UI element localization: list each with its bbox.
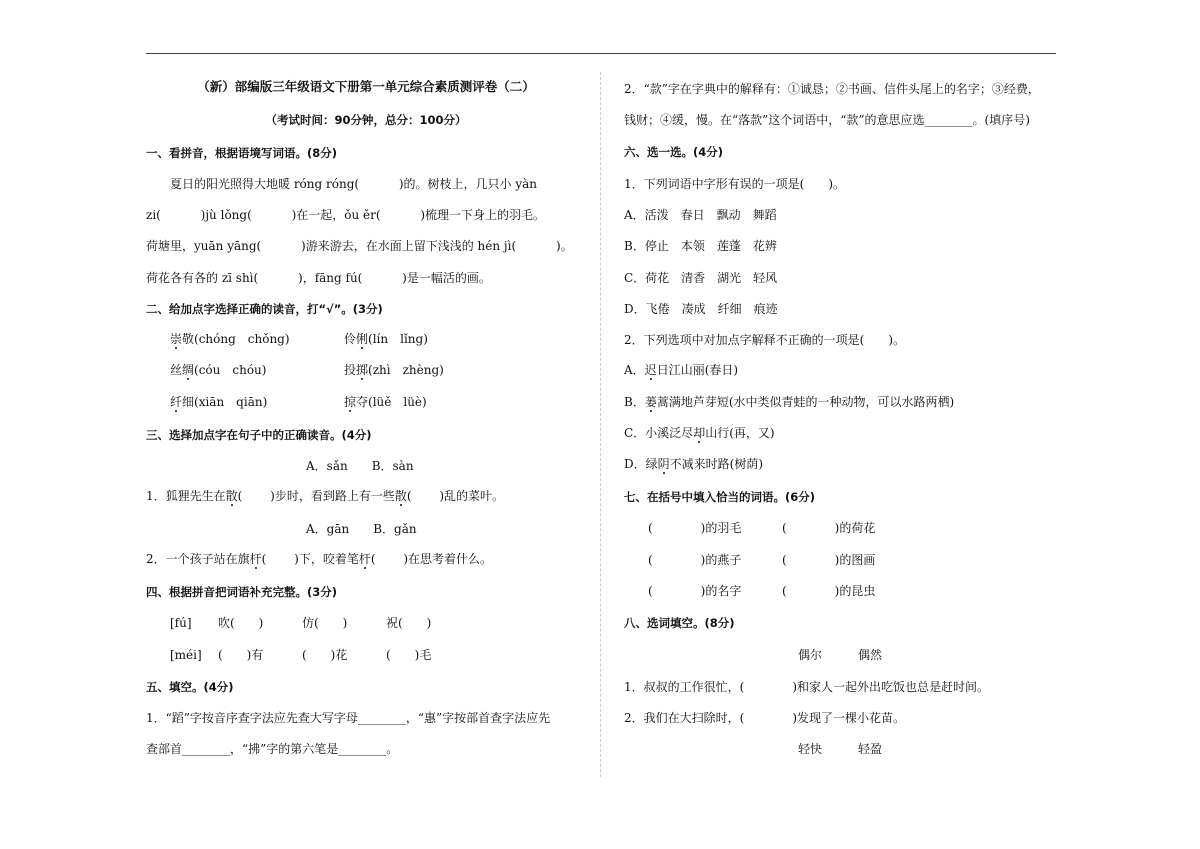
- q2-heading: 二、给加点字选择正确的读音，打“√”。(3分): [146, 302, 383, 316]
- q6-heading: 六、选一选。(4分): [624, 145, 724, 159]
- q4-pinyin: [méi]: [170, 648, 202, 662]
- q8-word-choices: 轻快 轻盈: [798, 742, 883, 756]
- q1-line: 荷花各有各的 zī shì( )，fāng fú( )是一幅活的画。: [146, 271, 491, 285]
- q6-option: A．迟日江山丽(春日): [624, 363, 739, 377]
- q8-heading: 八、选词填空。(8分): [624, 616, 735, 630]
- q6-option: B．停止 本领 莲蓬 花辨: [624, 239, 777, 253]
- q4-blank: 祝( ): [386, 616, 432, 630]
- q5-heading: 五、填空。(4分): [146, 680, 234, 694]
- q7-blank: ( )的荷花: [782, 521, 876, 535]
- q5-line: 钱财；④缓，慢。在“落款”这个词语中，“款”的意思应选________。(填序号): [624, 113, 1030, 127]
- q4-blank: 吹( ): [218, 616, 264, 630]
- q5-line: 1．“蹈”字按音序查字法应先查大写字母________，“惠”字按部首查字法应先: [146, 711, 551, 725]
- q8-word-choices: 偶尔 偶然: [798, 648, 883, 662]
- q8-sentence: 1．叔叔的工作很忙，( )和家人一起外出吃饭也总是赶时间。: [624, 680, 990, 694]
- page-title: （新）部编版三年级语文下册第一单元综合素质测评卷（二）: [197, 79, 535, 94]
- q7-blank: ( )的名字: [648, 584, 742, 598]
- q1-line: zi( )jù lǒng( )在一起，ǒu ěr( )梳理一下身上的羽毛。: [146, 208, 546, 222]
- q6-option: D．飞倦 凑成 纤细 痕迹: [624, 302, 778, 316]
- q6-option: C．荷花 清香 湖光 轻风: [624, 271, 778, 285]
- q2-item: 掠夺(lüě lüè): [344, 395, 427, 409]
- q3-options: A．sǎn B．sàn: [306, 459, 414, 473]
- q7-blank: ( )的燕子: [648, 553, 742, 567]
- q2-item: 伶俐(lín lǐng): [344, 332, 428, 346]
- q3-sentence: 2．一个孩子站在旗杆( )下，咬着笔杆( )在思考着什么。: [146, 552, 493, 566]
- q2-item: 丝绸(cóu chóu): [170, 363, 267, 377]
- q2-item: 纤细(xiān qiān): [170, 395, 268, 409]
- q1-line: 荷塘里，yuān yāng( )游来游去，在水面上留下浅浅的 hén jì( )。: [146, 239, 573, 253]
- q6-question: 2．下列选项中对加点字解释不正确的一项是( )。: [624, 333, 906, 347]
- q5-line: 2．“款”字在字典中的解释有：①诚恳；②书画、信件头尾上的名字；③经费，: [624, 82, 1040, 96]
- q6-option: C．小溪泛尽却山行(再，又): [624, 426, 775, 440]
- q6-option: B．蒌蒿满地芦芽短(水中类似青蛙的一种动物，可以水路两栖): [624, 395, 955, 409]
- q1-line: 夏日的阳光照得大地暖 róng róng( )的。树枝上，几只小 yàn: [170, 177, 538, 191]
- q3-heading: 三、选择加点字在句子中的正确读音。(4分): [146, 428, 372, 442]
- exam-info: （考试时间：90分钟，总分：100分）: [265, 113, 467, 127]
- top-rule: [146, 53, 1056, 54]
- q7-blank: ( )的昆虫: [782, 584, 876, 598]
- q1-heading: 一、看拼音，根据语境写词语。(8分): [146, 146, 338, 160]
- q4-heading: 四、根据拼音把词语补充完整。(3分): [146, 585, 338, 599]
- q5-line: 查部首________，“拂”字的第六笔是________。: [146, 742, 399, 756]
- column-divider: [600, 72, 601, 777]
- q4-blank: ( )有: [218, 648, 264, 662]
- q6-question: 1．下列词语中字形有误的一项是( )。: [624, 177, 845, 191]
- q7-blank: ( )的图画: [782, 553, 876, 567]
- q4-pinyin: [fú]: [170, 616, 192, 630]
- q2-item: 崇敬(chóng chǒng): [170, 332, 290, 346]
- q3-options: A．gān B．gǎn: [306, 522, 417, 536]
- q2-item: 投掷(zhì zhèng): [344, 363, 444, 377]
- q6-option: A．活泼 春日 飘动 舞蹈: [624, 208, 777, 222]
- q7-heading: 七、在括号中填入恰当的词语。(6分): [624, 490, 816, 504]
- q4-blank: ( )毛: [386, 648, 432, 662]
- q6-option: D．绿阴不减来时路(树荫): [624, 457, 764, 471]
- q4-blank: 仿( ): [302, 616, 348, 630]
- q7-blank: ( )的羽毛: [648, 521, 742, 535]
- q4-blank: ( )花: [302, 648, 348, 662]
- q8-sentence: 2．我们在大扫除时，( )发现了一棵小花苗。: [624, 711, 906, 725]
- q3-sentence: 1．狐狸先生在散( )步时，看到路上有一些散( )乱的菜叶。: [146, 489, 505, 503]
